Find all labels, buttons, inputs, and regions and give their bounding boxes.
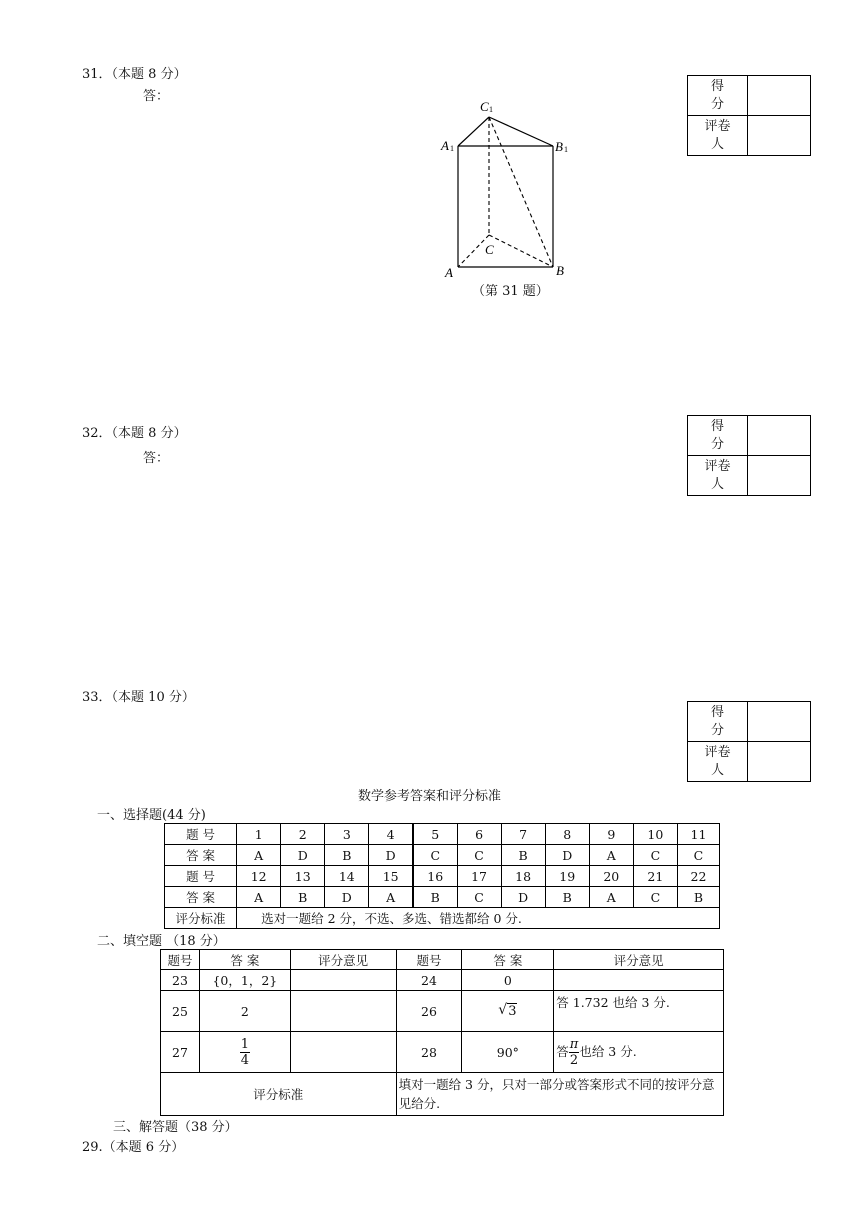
header-answer: 答 案 — [199, 950, 290, 970]
score-cell[interactable] — [748, 702, 811, 742]
q33-title: 33．（本题 10 分） — [82, 690, 195, 705]
label-c1-sub: 1 — [489, 105, 493, 114]
answer-cell: 0 — [462, 970, 554, 991]
label-a1-sub: 1 — [450, 144, 454, 153]
note-cell: 答 1.732 也给 3 分. — [554, 991, 724, 1032]
question-number: 25 — [161, 991, 200, 1032]
table-cell: C — [633, 887, 677, 908]
grader-label: 评卷 人 — [688, 456, 748, 496]
table-cell: 8 — [545, 824, 589, 845]
multiple-choice-table — [164, 823, 720, 929]
table-cell: C — [633, 845, 677, 866]
section-fill-in: 二、填空题 （18 分） — [97, 934, 226, 949]
table-cell: 9 — [589, 824, 633, 845]
table-row — [161, 1073, 724, 1116]
note-cell — [290, 991, 396, 1032]
table-cell: 12 — [237, 866, 281, 887]
header-number: 题号 — [161, 950, 200, 970]
label-b1-sub: 1 — [564, 145, 568, 154]
header-note: 评分意见 — [554, 950, 724, 970]
label-a1: A — [441, 138, 449, 153]
table-cell: B — [281, 887, 325, 908]
grader-cell[interactable] — [748, 456, 811, 496]
table-row — [165, 845, 720, 866]
q31-figure-caption: （第 31 题） — [472, 284, 549, 299]
table-cell: 14 — [325, 866, 369, 887]
prism-figure — [435, 95, 585, 285]
score-cell[interactable] — [748, 416, 811, 456]
note-cell — [554, 970, 724, 991]
answer-cell: 90° — [462, 1032, 554, 1073]
q32-title: 32．（本题 8 分） — [82, 426, 187, 441]
row-header: 题 号 — [165, 866, 237, 887]
section-multiple-choice: 一、选择题(44 分) — [97, 808, 206, 823]
table-row — [165, 887, 720, 908]
score-label: 得 分 — [688, 702, 748, 742]
table-cell: D — [501, 887, 545, 908]
table-cell: 17 — [457, 866, 501, 887]
score-label: 得 分 — [688, 76, 748, 116]
table-cell: 6 — [457, 824, 501, 845]
header-note: 评分意见 — [290, 950, 396, 970]
table-cell: 5 — [413, 824, 457, 845]
answer-cell — [462, 991, 554, 1032]
score-label: 得 分 — [688, 416, 748, 456]
table-cell: C — [457, 845, 501, 866]
table-cell: 16 — [413, 866, 457, 887]
table-row — [165, 866, 720, 887]
table-cell: D — [369, 845, 413, 866]
table-cell: C — [413, 845, 457, 866]
q31-answer-label: 答： — [143, 89, 170, 104]
answer-key-title: 数学参考答案和评分标准 — [358, 789, 502, 804]
table-cell: A — [237, 887, 281, 908]
table-row — [161, 991, 724, 1032]
table-cell: 3 — [325, 824, 369, 845]
table-row — [161, 970, 724, 991]
question-number: 27 — [161, 1032, 200, 1073]
table-cell: C — [457, 887, 501, 908]
question-number: 28 — [396, 1032, 462, 1073]
grader-label: 评卷 人 — [688, 116, 748, 156]
table-cell: 20 — [589, 866, 633, 887]
score-box-33 — [687, 701, 811, 782]
question-number: 23 — [161, 970, 200, 991]
header-number: 题号 — [396, 950, 462, 970]
score-box-31 — [687, 75, 811, 156]
table-cell: A — [369, 887, 413, 908]
fill-in-table — [160, 949, 724, 1116]
table-cell: C — [677, 845, 719, 866]
table-cell: D — [281, 845, 325, 866]
label-c: C — [485, 242, 494, 257]
table-cell: A — [237, 845, 281, 866]
fraction: $\frac{\pi}{2}$ — [569, 1036, 579, 1068]
label-a: A — [445, 265, 453, 280]
table-cell: 15 — [369, 866, 413, 887]
header-answer: 答 案 — [462, 950, 554, 970]
table-cell: B — [501, 845, 545, 866]
fill-standard-text: 填对一题给 3 分，只对一部分或答案形式不同的按评分意见给分. — [396, 1073, 723, 1116]
note-cell — [290, 970, 396, 991]
grader-cell[interactable] — [748, 742, 811, 782]
answer-cell: 2 — [199, 991, 290, 1032]
label-c1: C — [480, 99, 489, 114]
table-cell: D — [545, 845, 589, 866]
fill-standard-label: 评分标准 — [161, 1073, 397, 1116]
question-number: 24 — [396, 970, 462, 991]
table-cell: D — [325, 887, 369, 908]
fraction: $\frac{1}{4}$ — [240, 1036, 249, 1068]
q32-answer-label: 答： — [143, 451, 170, 466]
table-cell: B — [325, 845, 369, 866]
table-cell: 13 — [281, 866, 325, 887]
table-cell: 2 — [281, 824, 325, 845]
answer-cell — [199, 1032, 290, 1073]
score-cell[interactable] — [748, 76, 811, 116]
table-cell: B — [413, 887, 457, 908]
note-cell: 答 $\frac{\pi}{2}$ 也给 3 分. — [554, 1032, 724, 1073]
table-row — [165, 824, 720, 845]
table-cell: 22 — [677, 866, 719, 887]
q31-title: 31．（本题 8 分） — [82, 67, 187, 82]
mc-standard-label: 评分标准 — [165, 908, 237, 929]
table-cell: 18 — [501, 866, 545, 887]
table-row — [161, 1032, 724, 1073]
section-problems: 三、解答题（38 分） — [113, 1120, 238, 1135]
table-cell: 21 — [633, 866, 677, 887]
table-cell: B — [545, 887, 589, 908]
fill-header-row — [161, 950, 724, 970]
score-box-32 — [687, 415, 811, 496]
table-cell: 7 — [501, 824, 545, 845]
grader-label: 评卷 人 — [688, 742, 748, 782]
sqrt-expression: √ 3 — [498, 1002, 517, 1019]
table-cell: 10 — [633, 824, 677, 845]
table-cell: 11 — [677, 824, 719, 845]
question-number: 26 — [396, 991, 462, 1032]
row-header: 答 案 — [165, 845, 237, 866]
label-b: B — [556, 263, 564, 278]
row-header: 答 案 — [165, 887, 237, 908]
table-cell: 1 — [237, 824, 281, 845]
answer-cell: {0，1，2} — [199, 970, 290, 991]
q29-title: 29.（本题 6 分） — [82, 1140, 185, 1155]
note-cell — [290, 1032, 396, 1073]
table-cell: B — [677, 887, 719, 908]
grader-cell[interactable] — [748, 116, 811, 156]
row-header: 题 号 — [165, 824, 237, 845]
mc-standard-text: 选对一题给 2 分，不选、多选、错选都给 0 分. — [237, 908, 720, 929]
label-b1: B — [555, 139, 563, 154]
table-cell: 4 — [369, 824, 413, 845]
table-cell: A — [589, 845, 633, 866]
table-cell: 19 — [545, 866, 589, 887]
table-cell: A — [589, 887, 633, 908]
